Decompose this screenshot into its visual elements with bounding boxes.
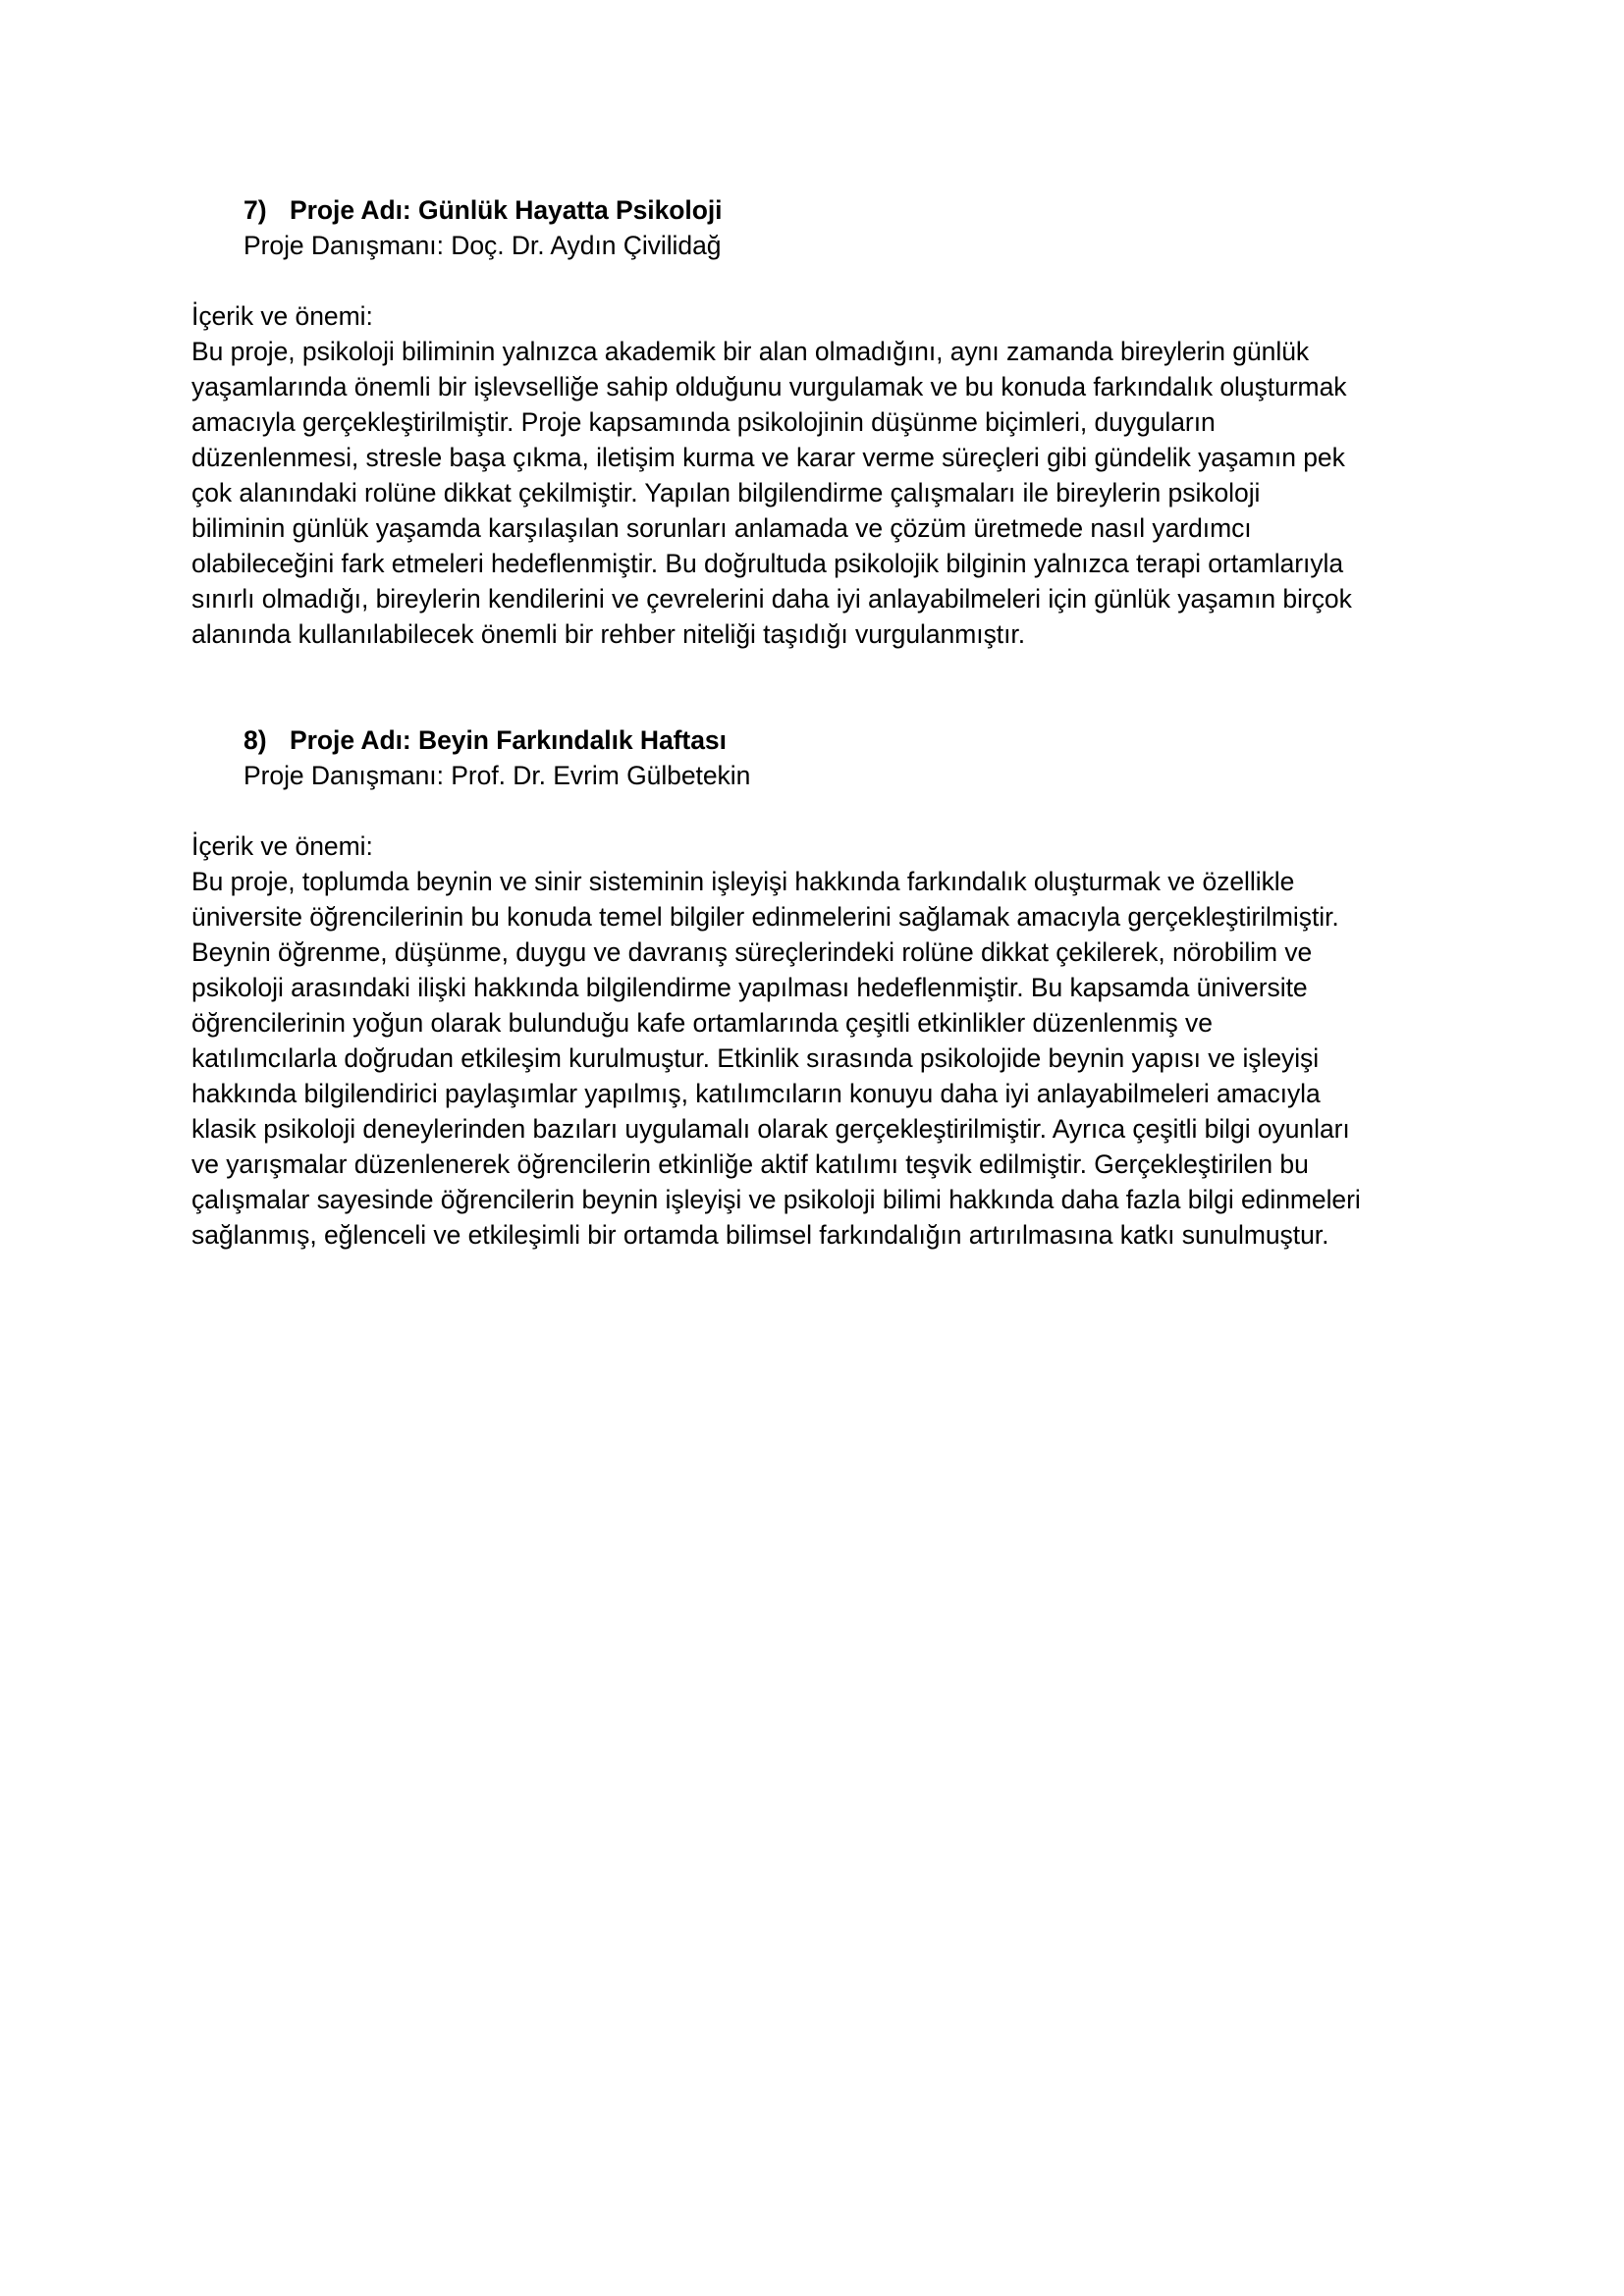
paragraph-line: amacıyla gerçekleştirilmiştir. Proje kapsamında psikolojinin düşünme biçimleri, duyguların bbox=[191, 407, 1216, 437]
paragraph-line: Bu proje, toplumda beynin ve sinir sisteminin işleyişi hakkında farkındalık oluşturmak ve özellikle bbox=[191, 867, 1295, 896]
paragraph-line: katılımcılarla doğrudan etkileşim kurulmuştur. Etkinlik sırasında psikolojide beynin yapısı ve işleyişi bbox=[191, 1043, 1320, 1073]
content-label-8: İçerik ve önemi: bbox=[191, 831, 373, 861]
paragraph-line: ve yarışmalar düzenlenerek öğrencilerin etkinliğe aktif katılımı teşvik edilmiştir. Gerçekleştirilen bu bbox=[191, 1149, 1309, 1179]
paragraph-line: Beynin öğrenme, düşünme, duygu ve davranış süreçlerindeki rolüne dikkat çekilerek, nörobilim ve bbox=[191, 937, 1313, 967]
paragraph-line: çok alanındaki rolüne dikkat çekilmiştir. Yapılan bilgilendirme çalışmaları ile bireylerin psikoloji bbox=[191, 478, 1261, 507]
paragraph-line: çalışmalar sayesinde öğrencilerin beynin işleyişi ve psikoloji bilimi hakkında daha fazla bilgi edinmeleri bbox=[191, 1185, 1361, 1214]
project-advisor-7: Proje Danışmanı: Doç. Dr. Aydın Çivilidağ bbox=[244, 231, 722, 260]
project-title-8: Proje Adı: Beyin Farkındalık Haftası bbox=[290, 725, 727, 755]
paragraph-line: olabileceğini fark etmeleri hedeflenmiştir. Bu doğrultuda psikolojik bilginin yalnızca terapi ortamlarıyla bbox=[191, 549, 1344, 578]
paragraph-line: düzenlenmesi, stresle başa çıkma, iletişim kurma ve karar verme süreçleri gibi gündelik yaşamın pek bbox=[191, 443, 1345, 472]
paragraph-line: alanında kullanılabilecek önemli bir rehber niteliği taşıdığı vurgulanmıştır. bbox=[191, 619, 1026, 649]
paragraph-line: Bu proje, psikoloji biliminin yalnızca akademik bir alan olmadığını, aynı zamanda bireylerin günlük bbox=[191, 337, 1310, 366]
content-paragraph-7 bbox=[191, 334, 1440, 652]
paragraph-line: yaşamlarında önemli bir işlevselliğe sahip olduğunu vurgulamak ve bu konuda farkındalık oluşturmak bbox=[191, 372, 1347, 401]
project-section-8 bbox=[191, 722, 1440, 1253]
project-advisor-8: Proje Danışmanı: Prof. Dr. Evrim Gülbetekin bbox=[244, 761, 751, 790]
paragraph-line: sınırlı olmadığı, bireylerin kendilerini ve çevrelerini daha iyi anlayabilmeleri için günlük yaşamın birçok bbox=[191, 584, 1352, 614]
paragraph-line: psikoloji arasındaki ilişki hakkında bilgilendirme yapılması hedeflenmiştir. Bu kapsamda üniversite bbox=[191, 973, 1308, 1002]
paragraph-line: hakkında bilgilendirici paylaşımlar yapılmış, katılımcıların konuyu daha iyi anlayabilmeleri amacıyla bbox=[191, 1079, 1321, 1108]
paragraph-line: üniversite öğrencilerinin bu konuda temel bilgiler edinmelerini sağlamak amacıyla gerçekleştirilmiştir. bbox=[191, 902, 1339, 932]
project-number-7: 7) bbox=[244, 195, 267, 225]
document-body bbox=[191, 192, 1440, 1253]
section-spacer bbox=[191, 652, 1440, 722]
project-heading-7 bbox=[244, 192, 1440, 228]
paragraph-line: öğrencilerinin yoğun olarak bulunduğu kafe ortamlarında çeşitli etkinlikler düzenlenmiş ve bbox=[191, 1008, 1213, 1038]
content-paragraph-8 bbox=[191, 864, 1440, 1253]
paragraph-line: sağlanmış, eğlenceli ve etkileşimli bir ortamda bilimsel farkındalığın artırılmasına katkı sunulmuştur. bbox=[191, 1220, 1329, 1250]
project-title-7: Proje Adı: Günlük Hayatta Psikoloji bbox=[290, 195, 723, 225]
spacer bbox=[191, 263, 1440, 298]
spacer bbox=[191, 793, 1440, 828]
project-number-8: 8) bbox=[244, 725, 267, 755]
content-label-7: İçerik ve önemi: bbox=[191, 301, 373, 331]
project-heading-8 bbox=[244, 722, 1440, 758]
paragraph-line: klasik psikoloji deneylerinden bazıları uygulamalı olarak gerçekleştirilmiştir. Ayrıca çeşitli bilgi oyunları bbox=[191, 1114, 1350, 1144]
project-section-7 bbox=[191, 192, 1440, 652]
paragraph-line: biliminin günlük yaşamda karşılaşılan sorunları anlamada ve çözüm üretmede nasıl yardımcı bbox=[191, 513, 1252, 543]
